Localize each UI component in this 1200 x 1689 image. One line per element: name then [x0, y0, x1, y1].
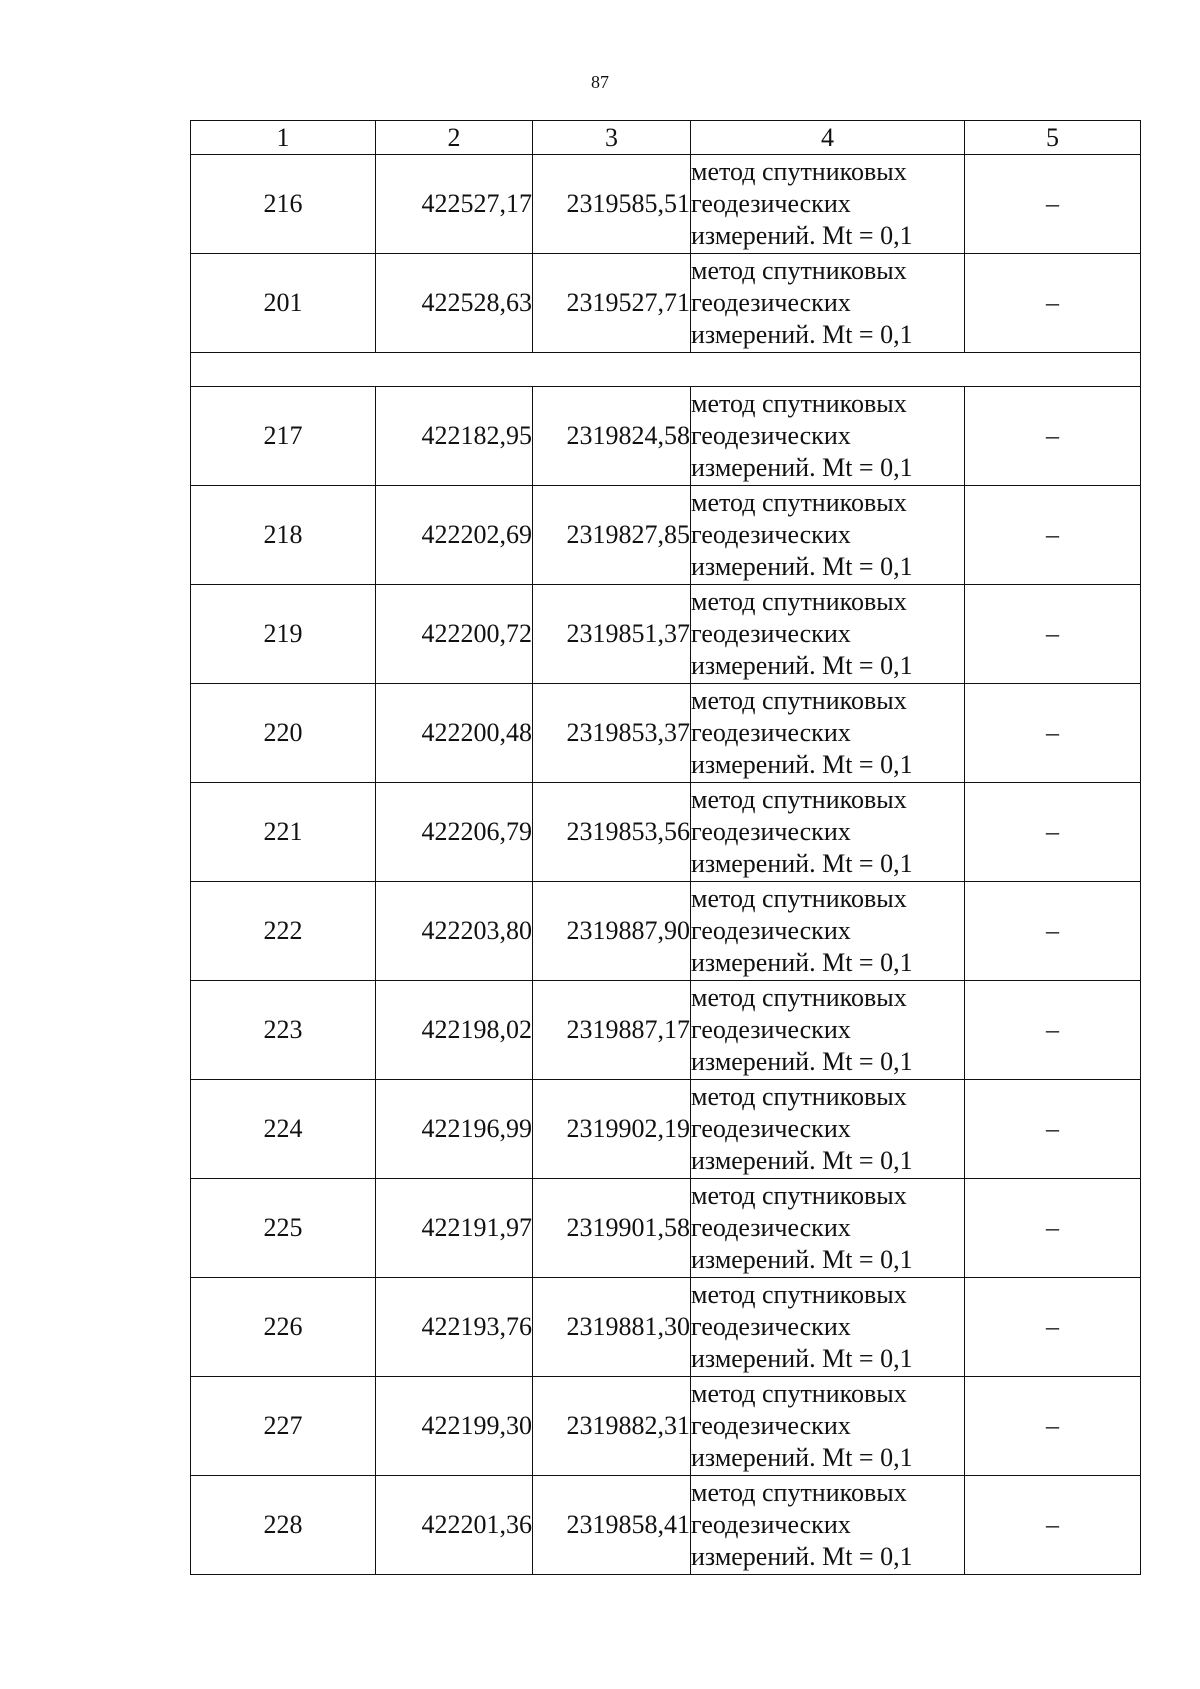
point-number-cell: 224 — [191, 1080, 376, 1179]
note-cell: – — [965, 486, 1141, 585]
y-coordinate-cell: 2319824,58 — [533, 387, 691, 486]
method-line: метод спутниковых — [691, 1181, 907, 1210]
table-row — [191, 254, 1141, 353]
method-line: метод спутниковых — [691, 785, 907, 814]
point-number-cell: 217 — [191, 387, 376, 486]
y-coordinate-cell: 2319827,85 — [533, 486, 691, 585]
point-number-cell: 221 — [191, 783, 376, 882]
method-cell — [691, 1377, 965, 1476]
method-line: геодезических — [691, 1411, 851, 1440]
method-line: геодезических — [691, 1312, 851, 1341]
x-coordinate-cell: 422182,95 — [376, 387, 533, 486]
y-coordinate-cell: 2319881,30 — [533, 1278, 691, 1377]
table-body — [191, 155, 1141, 1575]
method-line: метод спутниковых — [691, 1379, 907, 1408]
column-header: 2 — [376, 121, 533, 155]
note-cell: – — [965, 1377, 1141, 1476]
x-coordinate-cell: 422527,17 — [376, 155, 533, 254]
method-cell — [691, 1080, 965, 1179]
note-cell: – — [965, 882, 1141, 981]
note-cell: – — [965, 387, 1141, 486]
point-number-cell: 227 — [191, 1377, 376, 1476]
table-row — [191, 486, 1141, 585]
method-line: геодезических — [691, 1114, 851, 1143]
y-coordinate-cell: 2319902,19 — [533, 1080, 691, 1179]
table-row — [191, 387, 1141, 486]
method-line: измерений. Mt = 0,1 — [691, 1245, 913, 1274]
method-cell — [691, 981, 965, 1080]
x-coordinate-cell: 422196,99 — [376, 1080, 533, 1179]
point-number-cell: 228 — [191, 1476, 376, 1575]
y-coordinate-cell: 2319527,71 — [533, 254, 691, 353]
point-number-cell: 216 — [191, 155, 376, 254]
table-row — [191, 1080, 1141, 1179]
method-line: геодезических — [691, 916, 851, 945]
x-coordinate-cell: 422193,76 — [376, 1278, 533, 1377]
method-line: метод спутниковых — [691, 1478, 907, 1507]
x-coordinate-cell: 422206,79 — [376, 783, 533, 882]
method-cell — [691, 684, 965, 783]
method-line: геодезических — [691, 421, 851, 450]
x-coordinate-cell: 422203,80 — [376, 882, 533, 981]
method-line: измерений. Mt = 0,1 — [691, 849, 913, 878]
method-line: геодезических — [691, 619, 851, 648]
x-coordinate-cell: 422200,72 — [376, 585, 533, 684]
method-line: измерений. Mt = 0,1 — [691, 320, 913, 349]
point-number-cell: 220 — [191, 684, 376, 783]
method-line: геодезических — [691, 1213, 851, 1242]
method-line: измерений. Mt = 0,1 — [691, 552, 913, 581]
note-cell: – — [965, 1476, 1141, 1575]
method-line: измерений. Mt = 0,1 — [691, 221, 913, 250]
page-number: 87 — [591, 72, 609, 92]
method-line: измерений. Mt = 0,1 — [691, 651, 913, 680]
method-line: метод спутниковых — [691, 884, 907, 913]
method-cell — [691, 155, 965, 254]
x-coordinate-cell: 422200,48 — [376, 684, 533, 783]
method-line: метод спутниковых — [691, 488, 907, 517]
note-cell: – — [965, 1278, 1141, 1377]
method-line: измерений. Mt = 0,1 — [691, 1443, 913, 1472]
table-row — [191, 783, 1141, 882]
column-header: 3 — [533, 121, 691, 155]
method-cell — [691, 882, 965, 981]
table-row — [191, 1377, 1141, 1476]
y-coordinate-cell: 2319853,37 — [533, 684, 691, 783]
x-coordinate-cell: 422199,30 — [376, 1377, 533, 1476]
method-line: метод спутниковых — [691, 389, 907, 418]
method-line: метод спутниковых — [691, 587, 907, 616]
note-cell: – — [965, 1080, 1141, 1179]
method-cell — [691, 783, 965, 882]
table-row — [191, 155, 1141, 254]
section-separator-cell — [191, 353, 1141, 387]
method-line: геодезических — [691, 189, 851, 218]
method-line: геодезических — [691, 520, 851, 549]
y-coordinate-cell: 2319851,37 — [533, 585, 691, 684]
column-header: 5 — [965, 121, 1141, 155]
method-line: геодезических — [691, 817, 851, 846]
table-row — [191, 1476, 1141, 1575]
method-cell — [691, 1179, 965, 1278]
point-number-cell: 223 — [191, 981, 376, 1080]
method-line: измерений. Mt = 0,1 — [691, 1047, 913, 1076]
method-line: метод спутниковых — [691, 686, 907, 715]
section-separator-row — [191, 353, 1141, 387]
table-header-row — [191, 121, 1141, 155]
coordinates-table — [190, 120, 1141, 1575]
method-line: метод спутниковых — [691, 256, 907, 285]
method-cell — [691, 1278, 965, 1377]
table-row — [191, 1278, 1141, 1377]
method-line: геодезических — [691, 1015, 851, 1044]
method-line: измерений. Mt = 0,1 — [691, 453, 913, 482]
method-line: измерений. Mt = 0,1 — [691, 1146, 913, 1175]
column-header: 1 — [191, 121, 376, 155]
method-line: метод спутниковых — [691, 1082, 907, 1111]
note-cell: – — [965, 981, 1141, 1080]
x-coordinate-cell: 422201,36 — [376, 1476, 533, 1575]
method-cell — [691, 1476, 965, 1575]
method-line: метод спутниковых — [691, 983, 907, 1012]
note-cell: – — [965, 783, 1141, 882]
method-line: измерений. Mt = 0,1 — [691, 1344, 913, 1373]
note-cell: – — [965, 684, 1141, 783]
note-cell: – — [965, 254, 1141, 353]
y-coordinate-cell: 2319887,90 — [533, 882, 691, 981]
point-number-cell: 218 — [191, 486, 376, 585]
y-coordinate-cell: 2319858,41 — [533, 1476, 691, 1575]
point-number-cell: 222 — [191, 882, 376, 981]
method-line: метод спутниковых — [691, 1280, 907, 1309]
x-coordinate-cell: 422528,63 — [376, 254, 533, 353]
method-cell — [691, 585, 965, 684]
method-line: геодезических — [691, 288, 851, 317]
table-row — [191, 1179, 1141, 1278]
point-number-cell: 219 — [191, 585, 376, 684]
y-coordinate-cell: 2319585,51 — [533, 155, 691, 254]
y-coordinate-cell: 2319887,17 — [533, 981, 691, 1080]
x-coordinate-cell: 422198,02 — [376, 981, 533, 1080]
method-line: измерений. Mt = 0,1 — [691, 948, 913, 977]
method-cell — [691, 486, 965, 585]
method-line: геодезических — [691, 718, 851, 747]
method-cell — [691, 387, 965, 486]
y-coordinate-cell: 2319853,56 — [533, 783, 691, 882]
table-row — [191, 684, 1141, 783]
point-number-cell: 226 — [191, 1278, 376, 1377]
note-cell: – — [965, 1179, 1141, 1278]
method-line: метод спутниковых — [691, 157, 907, 186]
method-line: измерений. Mt = 0,1 — [691, 750, 913, 779]
method-line: геодезических — [691, 1510, 851, 1539]
table-row — [191, 585, 1141, 684]
method-cell — [691, 254, 965, 353]
x-coordinate-cell: 422191,97 — [376, 1179, 533, 1278]
column-header: 4 — [691, 121, 965, 155]
point-number-cell: 201 — [191, 254, 376, 353]
y-coordinate-cell: 2319882,31 — [533, 1377, 691, 1476]
y-coordinate-cell: 2319901,58 — [533, 1179, 691, 1278]
point-number-cell: 225 — [191, 1179, 376, 1278]
table-row — [191, 981, 1141, 1080]
note-cell: – — [965, 585, 1141, 684]
x-coordinate-cell: 422202,69 — [376, 486, 533, 585]
table-row — [191, 882, 1141, 981]
note-cell: – — [965, 155, 1141, 254]
method-line: измерений. Mt = 0,1 — [691, 1542, 913, 1571]
